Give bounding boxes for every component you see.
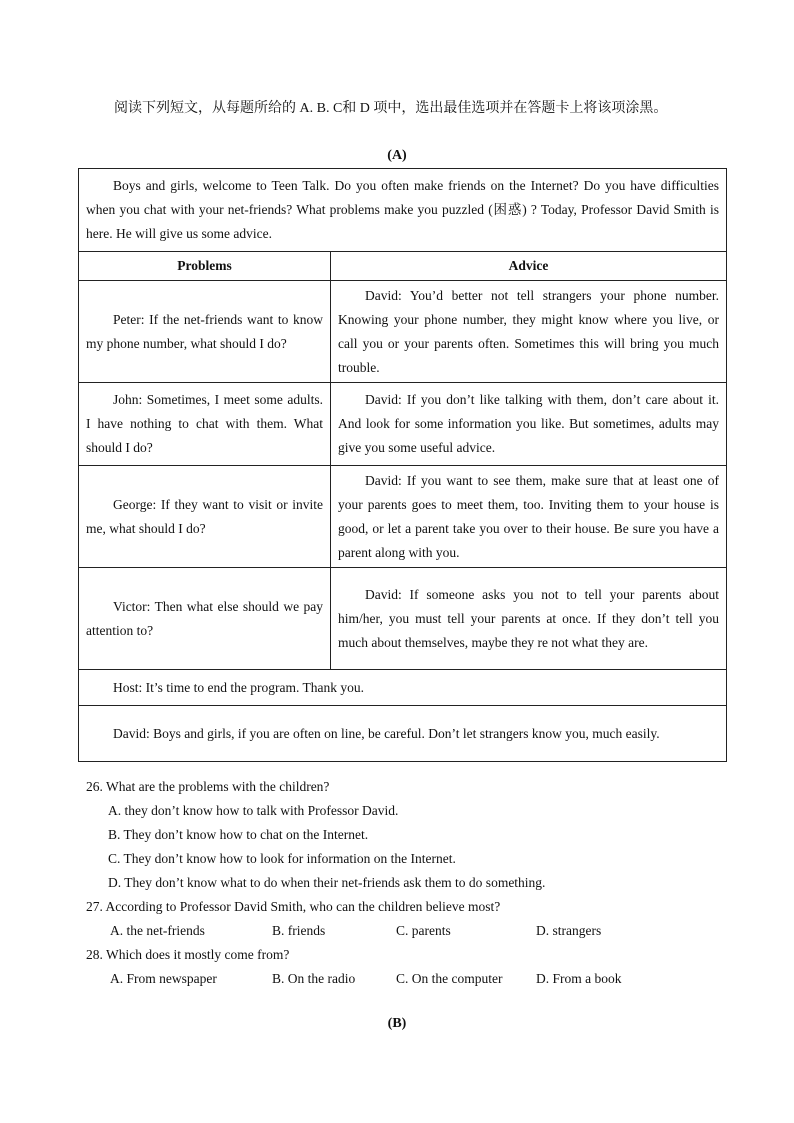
options-row <box>86 967 726 991</box>
table-row <box>79 383 727 466</box>
option-a: A. they don’t know how to talk with Professor David. <box>108 803 399 818</box>
host-line: Host: It’s time to end the program. Thank you. <box>79 670 727 706</box>
section-a-title: (A) <box>387 148 407 163</box>
option-a: A. the net-friends <box>110 923 205 938</box>
option-b: B. On the radio <box>272 971 356 986</box>
option-c: C. On the computer <box>396 971 503 986</box>
question-stem: 27. According to Professor David Smith, who can the children believe most? <box>86 899 501 914</box>
option-c: C. They don’t know how to look for information on the Internet. <box>108 851 456 866</box>
question-stem: 28. Which does it mostly come from? <box>86 947 290 962</box>
instructions: 阅读下列短文，从每题所给的 A. B. C和 D 项中，选出最佳选项并在答题卡上将该项涂黑。 <box>114 101 668 116</box>
section-b-title: (B) <box>387 1016 407 1031</box>
passage-intro: Boys and girls, welcome to Teen Talk. Do you often make friends on the Internet? Do you have difficulties when you chat with your net-friends? What problems make you puzzled (困惑) ? Today, Professor David Smith is here. He will give us some advice. <box>79 169 727 252</box>
table-row <box>79 568 727 670</box>
table-row <box>79 281 727 383</box>
options-row <box>86 919 726 943</box>
advice-cell: David: If you want to see them, make sure that at least one of your parents goes to meet them, too. Inviting them to your house is good, or let a parent take you over to their house. Be sure you have a parent along with you. <box>331 466 727 568</box>
option-b: B. They don’t know how to chat on the Internet. <box>108 827 369 842</box>
table-row <box>79 466 727 568</box>
problem-cell: Peter: If the net-friends want to know my phone number, what should I do? <box>79 281 331 383</box>
option-b: B. friends <box>272 923 326 938</box>
reading-passage-table <box>78 168 727 762</box>
header-advice: Advice <box>331 252 727 281</box>
questions-section <box>86 775 726 991</box>
advice-cell: David: If you don’t like talking with them, don’t care about it. And look for some information you like. But sometimes, adults may give you some useful advice. <box>331 383 727 466</box>
option-d: D. From a book <box>536 971 622 986</box>
option-d: D. strangers <box>536 923 602 938</box>
advice-cell: David: You’d better not tell strangers your phone number. Knowing your phone number, they might know where you live, or call you or your parents often. Sometimes this will bring you much trouble. <box>331 281 727 383</box>
advice-cell: David: If someone asks you not to tell your parents about him/her, you must tell your parents at once. If they don’t tell you much about themselves, maybe they re not what they are. <box>331 568 727 670</box>
closing-advice: David: Boys and girls, if you are often on line, be careful. Don’t let strangers know you, much easily. <box>79 706 727 762</box>
option-a: A. From newspaper <box>110 971 217 986</box>
question-stem: 26. What are the problems with the children? <box>86 779 330 794</box>
problem-cell: Victor: Then what else should we pay attention to? <box>79 568 331 670</box>
problem-cell: George: If they want to visit or invite me, what should I do? <box>79 466 331 568</box>
problem-cell: John: Sometimes, I meet some adults. I have nothing to chat with them. What should I do? <box>79 383 331 466</box>
header-problems: Problems <box>79 252 331 281</box>
option-c: C. parents <box>396 923 451 938</box>
option-d: D. They don’t know what to do when their net-friends ask them to do something. <box>108 875 546 890</box>
